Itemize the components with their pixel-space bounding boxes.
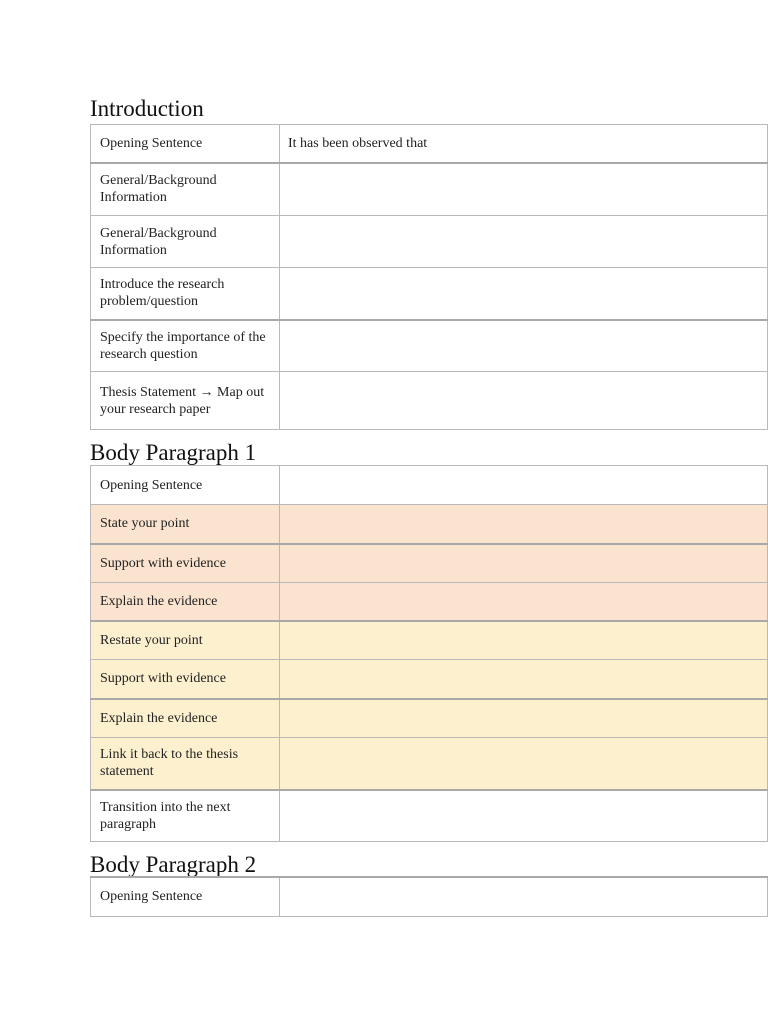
section-title-body-paragraph-1: Body Paragraph 1: [90, 440, 257, 465]
table-row: [91, 163, 768, 216]
section-title-introduction: Introduction: [90, 96, 204, 121]
row-value-cell[interactable]: [280, 660, 768, 699]
row-label: Restate your point: [91, 621, 280, 660]
row-label: General/Background Information: [91, 216, 280, 268]
row-label: Explain the evidence: [91, 583, 280, 621]
row-value-cell[interactable]: [280, 372, 768, 430]
row-label: Opening Sentence: [91, 466, 280, 505]
row-label: Transition into the next paragraph: [91, 790, 280, 842]
row-label: State your point: [91, 505, 280, 544]
row-value-cell[interactable]: [280, 268, 768, 320]
row-label: General/Background Information: [91, 163, 280, 216]
table-row: [91, 544, 768, 583]
row-value-cell[interactable]: [280, 877, 768, 916]
table-row: [91, 372, 768, 430]
row-value-cell[interactable]: [280, 790, 768, 842]
table-row: [91, 320, 768, 372]
row-label: Explain the evidence: [91, 699, 280, 738]
table-row: [91, 125, 768, 163]
row-value-cell[interactable]: [280, 505, 768, 544]
table-row: [91, 699, 768, 738]
row-label: Opening Sentence: [91, 877, 280, 916]
section-title-body-paragraph-2: Body Paragraph 2: [90, 852, 257, 877]
row-label: Opening Sentence: [91, 125, 280, 163]
introduction-table: [90, 124, 768, 430]
table-row: [91, 877, 768, 916]
row-label: Support with evidence: [91, 660, 280, 699]
table-row: [91, 583, 768, 621]
table-row: [91, 621, 768, 660]
row-value-cell[interactable]: [280, 216, 768, 268]
table-row: [91, 660, 768, 699]
table-row: [91, 790, 768, 842]
body-paragraph-1-table: [90, 465, 768, 842]
row-value-cell[interactable]: [280, 466, 768, 505]
row-value-cell[interactable]: [280, 320, 768, 372]
row-label: Support with evidence: [91, 544, 280, 583]
row-label: Link it back to the thesis statement: [91, 738, 280, 790]
table-row: [91, 738, 768, 790]
row-label: Specify the importance of the research question: [91, 320, 280, 372]
row-value-cell[interactable]: [280, 583, 768, 621]
table-row: [91, 216, 768, 268]
table-row: [91, 268, 768, 320]
row-value-cell[interactable]: [280, 621, 768, 660]
row-value-cell[interactable]: [280, 738, 768, 790]
row-value-cell[interactable]: [280, 544, 768, 583]
row-label: Introduce the research problem/question: [91, 268, 280, 320]
table-row: [91, 466, 768, 505]
table-row: [91, 505, 768, 544]
row-value-cell[interactable]: It has been observed that: [280, 125, 768, 163]
row-value-cell[interactable]: [280, 699, 768, 738]
body-paragraph-2-table: [90, 876, 768, 917]
row-label: Thesis Statement → Map out your research paper: [91, 372, 280, 430]
row-value-cell[interactable]: [280, 163, 768, 216]
